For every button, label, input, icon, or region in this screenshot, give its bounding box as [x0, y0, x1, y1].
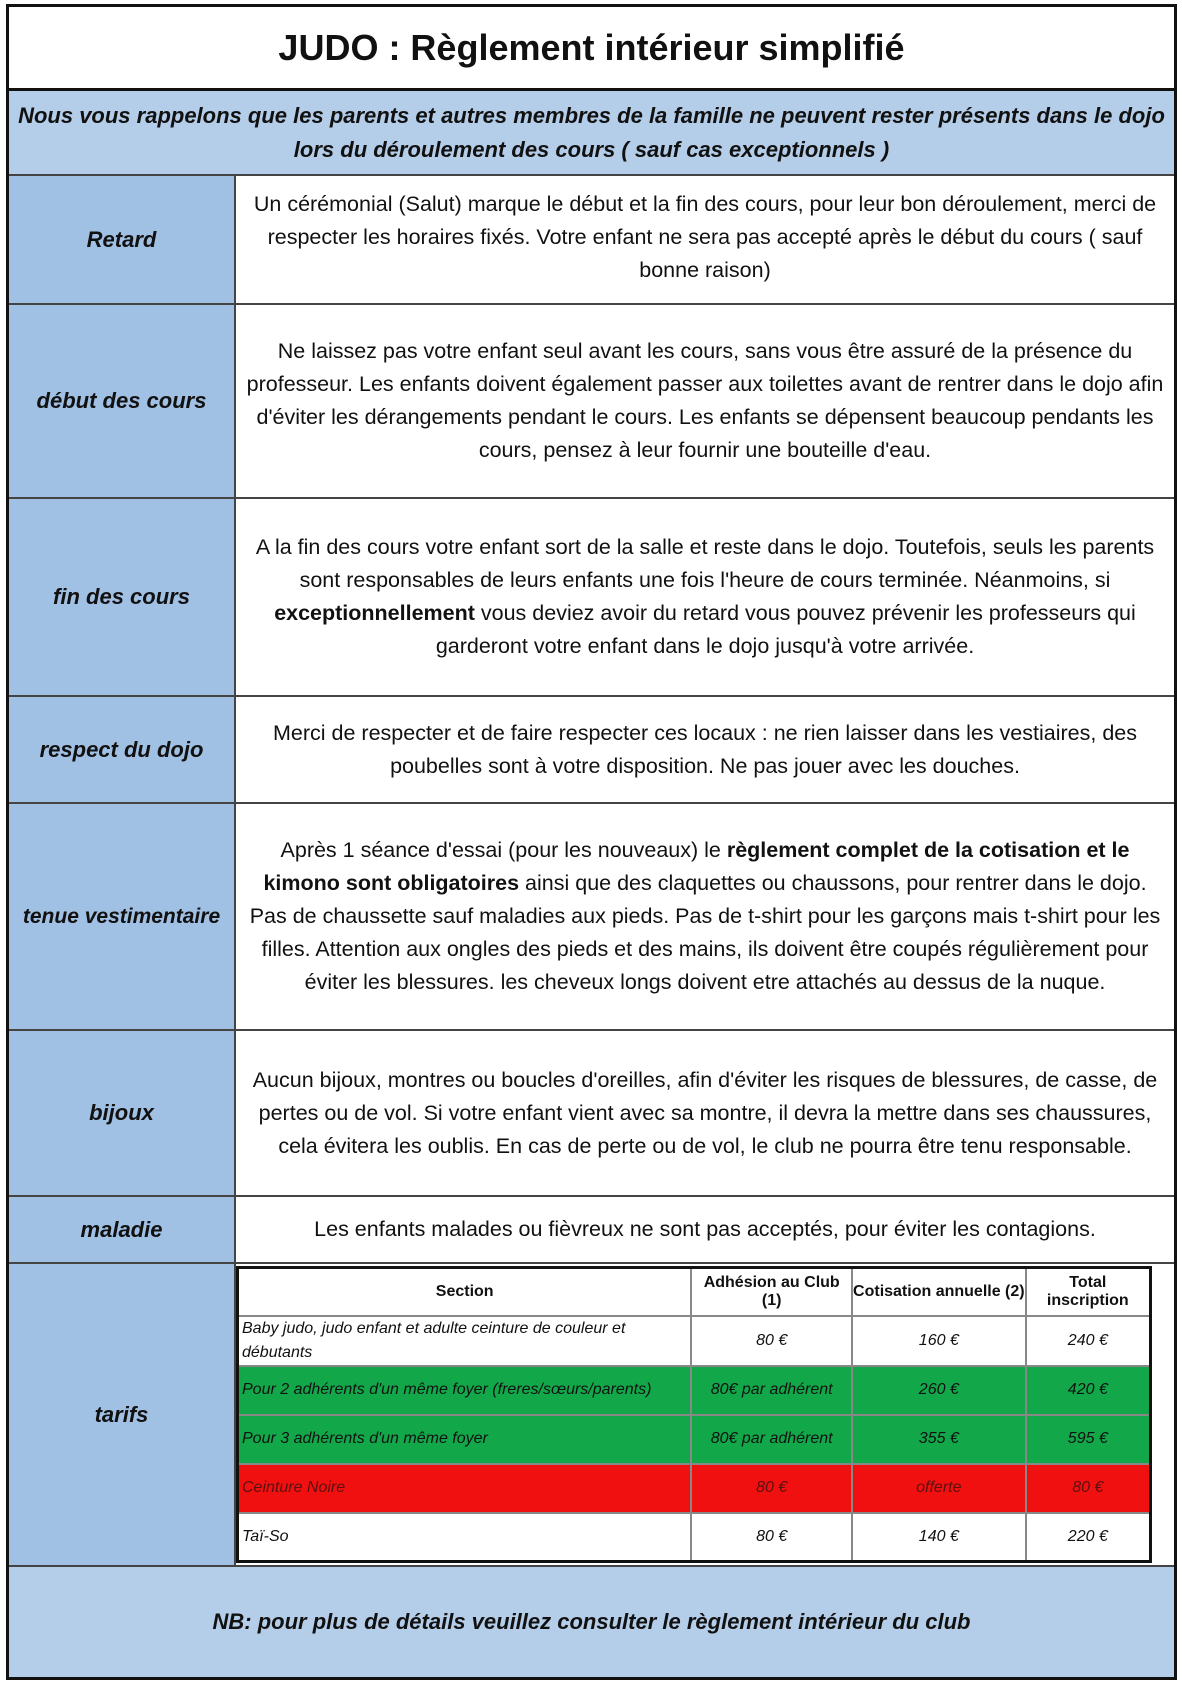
rule-text-tenue — [236, 804, 1174, 1029]
rule-text-fin-b: vous deviez avoir du retard vous pouvez prévenir les professeurs qui garderont votre enfant dans le dojo jusqu'à votre arrivée. — [435, 601, 1136, 658]
rule-text-tenue-b: ainsi que des claquettes ou chaussons, pour rentrer dans le dojo. Pas de chaussette sauf maladies aux pieds. Pas de t-shirt pour les garçons mais t-shirt pour les filles. Attention aux ongles des pieds et des mains, ils doivent être coupés régulièrement pour éviter les blessures. les cheveux longs doivent etre attachés au dessus de la nuque. — [249, 871, 1161, 994]
tarifs-header-cotisation: Cotisation annuelle (2) — [852, 1268, 1026, 1316]
notice-line-1: Nous vous rappelons que les parents et autres membres de la famille ne peuvent rester présents dans le dojo — [18, 102, 1165, 128]
rule-row-tenue — [9, 804, 1174, 1031]
tarifs-table-wrapper — [236, 1264, 1174, 1565]
rule-text-fin-bold: exceptionnellement — [274, 601, 475, 625]
tarif-adhesion: 80€ par adhérent — [691, 1415, 852, 1464]
tarif-total: 220 € — [1026, 1513, 1151, 1562]
footer-note: NB: pour plus de détails veuillez consulter le règlement intérieur du club — [9, 1567, 1174, 1677]
tarif-cotisation: 140 € — [852, 1513, 1026, 1562]
table-row — [238, 1464, 1151, 1513]
tarif-section: Baby judo, judo enfant et adulte ceinture de couleur et débutants — [238, 1316, 692, 1366]
rules-sheet — [6, 4, 1177, 1680]
tarif-cotisation: offerte — [852, 1464, 1026, 1513]
tarif-total: 595 € — [1026, 1415, 1151, 1464]
rule-text-fin — [236, 499, 1174, 695]
tarifs-header-section: Section — [238, 1268, 692, 1316]
rule-label-respect: respect du dojo — [9, 697, 236, 802]
table-row — [238, 1316, 1151, 1366]
tarifs-header-row — [238, 1268, 1151, 1316]
tarif-section: Ceinture Noire — [238, 1464, 692, 1513]
tarifs-header-total: Total inscription — [1026, 1268, 1151, 1316]
rule-label-retard: Retard — [9, 176, 236, 303]
tarif-adhesion: 80 € — [691, 1464, 852, 1513]
rule-row-maladie — [9, 1197, 1174, 1264]
rule-label-debut: début des cours — [9, 305, 236, 497]
table-row — [238, 1415, 1151, 1464]
rule-label-maladie: maladie — [9, 1197, 236, 1262]
rule-label-bijoux: bijoux — [9, 1031, 236, 1195]
rule-row-retard — [9, 176, 1174, 305]
tarif-adhesion: 80 € — [691, 1513, 852, 1562]
rule-label-tenue: tenue vestimentaire — [9, 804, 236, 1029]
table-row — [238, 1366, 1151, 1415]
rule-row-tarifs — [9, 1264, 1174, 1567]
rule-label-tarifs: tarifs — [9, 1264, 236, 1565]
tarif-cotisation: 355 € — [852, 1415, 1026, 1464]
tarif-total: 240 € — [1026, 1316, 1151, 1366]
rule-text-bijoux: Aucun bijoux, montres ou boucles d'oreilles, afin d'éviter les risques de blessures, de casse, de pertes ou de vol. Si votre enfant vient avec sa montre, il devra la mettre dans ses chaussures, cela évitera les oublis. En cas de perte ou de vol, le club ne pourra être tenu responsable. — [252, 1067, 1158, 1158]
rule-label-fin: fin des cours — [9, 499, 236, 695]
tarif-total: 80 € — [1026, 1464, 1151, 1513]
tarif-section: Pour 2 adhérents d'un même foyer (freres/sœurs/parents) — [238, 1366, 692, 1415]
rule-text-maladie: Les enfants malades ou fièvreux ne sont pas acceptés, pour éviter les contagions. — [314, 1217, 1096, 1241]
tarifs-table — [236, 1266, 1152, 1563]
rule-text-tenue-a: Après 1 séance d'essai (pour les nouveaux) le — [280, 838, 727, 862]
rule-text-debut: Ne laissez pas votre enfant seul avant les cours, sans vous être assuré de la présence du professeur. Les enfants doivent également passer aux toilettes avant de rentrer dans le dojo afin d'éviter les dérangements pendant le cours. Les enfants se dépensent beaucoup pendants les cours, pensez à leur fournir une bouteille d'eau. — [246, 339, 1164, 462]
tarif-cotisation: 260 € — [852, 1366, 1026, 1415]
notice-line-2: lors du déroulement des cours ( sauf cas exceptionnels ) — [293, 136, 890, 162]
rule-row-respect — [9, 697, 1174, 804]
rule-text-retard: Un cérémonial (Salut) marque le début et la fin des cours, pour leur bon déroulement, merci de respecter les horaires fixés. Votre enfant ne sera pas accepté après le début du cours ( sauf bonne raison) — [253, 192, 1157, 282]
parents-notice — [9, 91, 1174, 176]
rule-row-bijoux — [9, 1031, 1174, 1197]
tarif-section: Pour 3 adhérents d'un même foyer — [238, 1415, 692, 1464]
rule-row-fin — [9, 499, 1174, 697]
rule-text-respect: Merci de respecter et de faire respecter ces locaux : ne rien laisser dans les vestiaires, des poubelles sont à votre disposition. Ne pas jouer avec les douches. — [273, 720, 1137, 778]
tarif-cotisation: 160 € — [852, 1316, 1026, 1366]
tarif-adhesion: 80 € — [691, 1316, 852, 1366]
rule-text-fin-a: A la fin des cours votre enfant sort de la salle et reste dans le dojo. Toutefois, seuls les parents sont responsables de leurs enfants une fois l'heure de cours terminée. Néanmoins, si — [255, 535, 1155, 592]
tarif-adhesion: 80€ par adhérent — [691, 1366, 852, 1415]
rule-row-debut — [9, 305, 1174, 499]
table-row — [238, 1513, 1151, 1562]
tarifs-header-adhesion: Adhésion au Club (1) — [691, 1268, 852, 1316]
tarif-section: Taï-So — [238, 1513, 692, 1562]
tarif-total: 420 € — [1026, 1366, 1151, 1415]
page-title: JUDO : Règlement intérieur simplifié — [9, 7, 1174, 91]
rule-text-tenue-bold: règlement complet de la cotisation et le kimono sont obligatoires — [263, 838, 1130, 895]
